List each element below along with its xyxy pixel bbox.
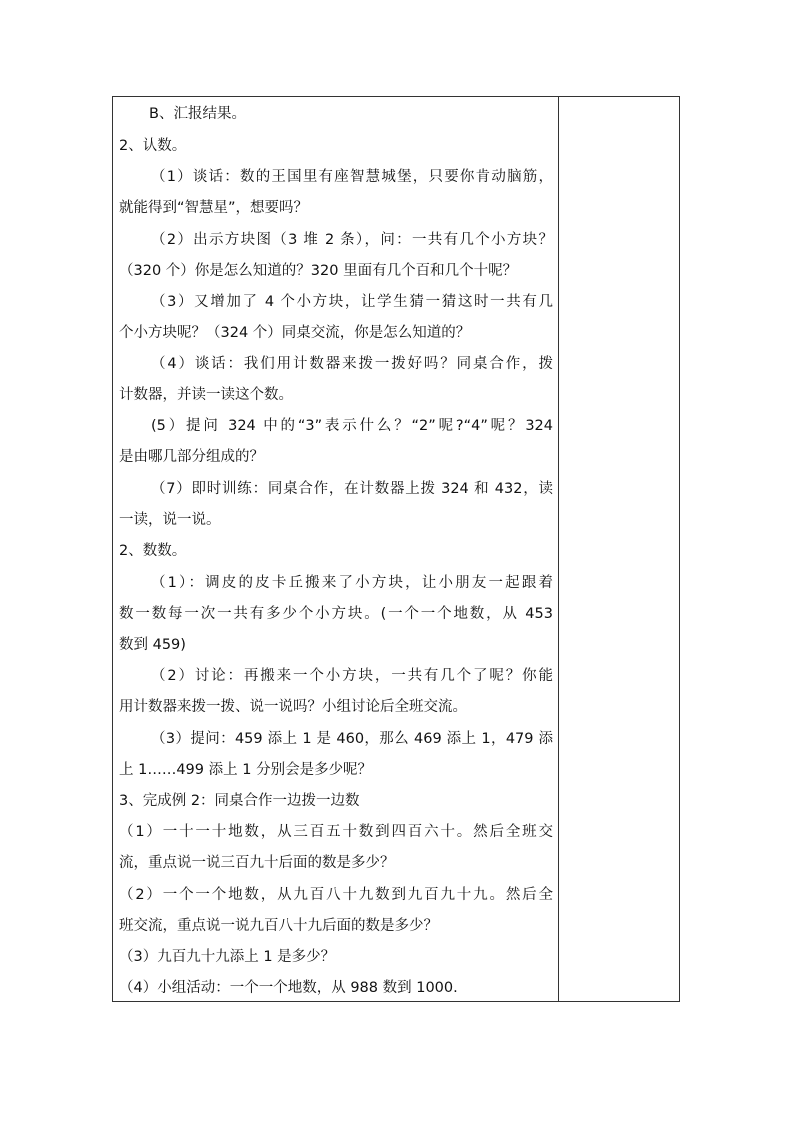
text-line: 上 1……499 添上 1 分别会是多少呢？ [119, 762, 373, 778]
text-line: 用计数器来拨一拨、说一说吗？小组讨论后全班交流。 [119, 699, 467, 715]
text-line: 个小方块呢？（324 个）同桌交流，你是怎么知道的？ [119, 325, 471, 341]
text-line: （4）小组活动：一个一个地数，从 988 数到 1000. [119, 980, 458, 996]
text-line: 就能得到“智慧星”，想要吗？ [119, 200, 309, 216]
text-line: （3）提问：459 添上 1 是 460，那么 469 添上 1，479 添 [151, 731, 553, 747]
text-line: （1）：调皮的皮卡丘搬来了小方块，让小朋友一起跟着 [151, 575, 553, 591]
lesson-content-cell [119, 97, 553, 1001]
text-line: (5）提问 324 中的“3”表示什么？“2”呢?“4”呢？324 [151, 418, 553, 434]
text-line: 一读，说一说。 [119, 512, 221, 528]
text-line: （4）谈话：我们用计数器来拨一拨好吗？同桌合作，拨 [151, 356, 553, 372]
text-line: （3）九百九十九添上 1 是多少？ [119, 949, 336, 965]
text-line: （2）一个一个地数，从九百八十九数到九百九十九。然后全 [119, 887, 553, 903]
text-line: （1）一十一十地数，从三百五十数到四百六十。然后全班交 [119, 824, 553, 840]
text-line: 班交流，重点说一说九百八十九后面的数是多少？ [119, 918, 438, 934]
text-line: 数到 459) [119, 637, 186, 653]
text-line: （7）即时训练：同桌合作，在计数器上拨 324 和 432，读 [151, 481, 553, 497]
section-heading: 3、完成例 2：同桌合作一边拨一边数 [119, 793, 360, 809]
text-line: （2）讨论：再搬来一个小方块，一共有几个了呢？你能 [151, 668, 553, 684]
text-line: 计数器，并读一读这个数。 [119, 387, 293, 403]
text-line: （3）又增加了 4 个小方块，让学生猜一猜这时一共有几 [151, 294, 553, 310]
section-heading: 2、数数。 [119, 543, 187, 559]
text-line: 流，重点说一说三百九十后面的数是多少？ [119, 855, 395, 871]
text-line: （2）出示方块图（3 堆 2 条），问：一共有几个小方块？ [151, 232, 553, 248]
lesson-table [112, 96, 680, 1002]
text-line: B、汇报结果。 [149, 106, 246, 122]
text-line: 是由哪几部分组成的？ [119, 449, 264, 465]
section-heading: 2、认数。 [119, 138, 187, 154]
notes-cell [559, 97, 679, 1001]
text-line: （1）谈话：数的王国里有座智慧城堡，只要你肯动脑筋， [151, 169, 553, 185]
text-line: 数一数每一次一共有多少个小方块。(一个一个地数，从 453 [119, 606, 553, 622]
text-line: （320 个）你是怎么知道的？320 里面有几个百和几个十呢？ [119, 263, 518, 279]
